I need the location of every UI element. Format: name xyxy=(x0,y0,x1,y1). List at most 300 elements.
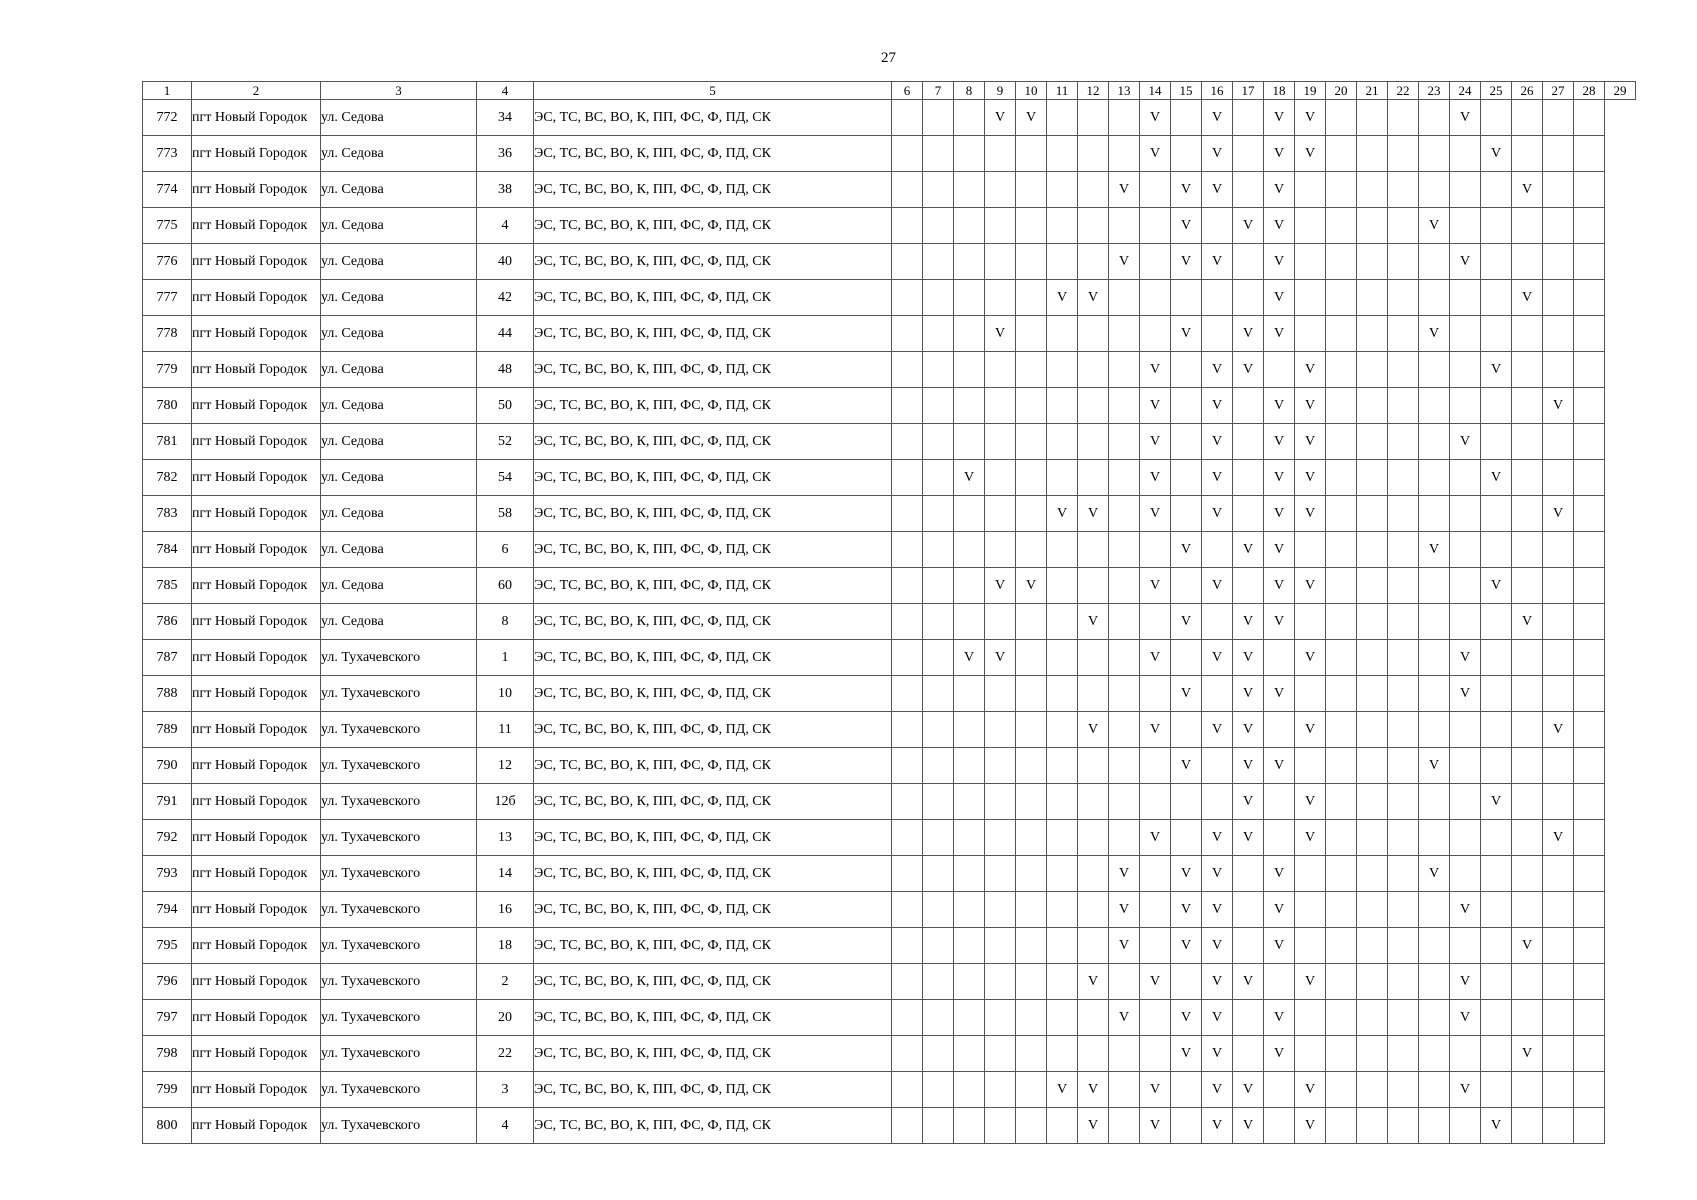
empty-mark-cell xyxy=(1233,388,1264,424)
housing-register-table xyxy=(142,81,1636,1144)
check-mark-cell: V xyxy=(1140,460,1171,496)
check-mark-cell: V xyxy=(1264,244,1295,280)
empty-mark-cell xyxy=(1388,280,1419,316)
check-mark-cell: V xyxy=(1140,136,1171,172)
row-number-cell: 791 xyxy=(143,784,192,820)
empty-mark-cell xyxy=(1543,892,1574,928)
empty-mark-cell xyxy=(1109,316,1140,352)
empty-mark-cell xyxy=(1078,352,1109,388)
empty-mark-cell xyxy=(1295,532,1326,568)
empty-mark-cell xyxy=(1512,1000,1543,1036)
check-mark-cell: V xyxy=(1140,712,1171,748)
settlement-cell: пгт Новый Городок xyxy=(192,892,321,928)
table-row xyxy=(143,496,1636,532)
check-mark-cell: V xyxy=(1295,964,1326,1000)
column-header-26: 26 xyxy=(1512,82,1543,100)
table-row xyxy=(143,100,1636,136)
empty-mark-cell xyxy=(1574,496,1605,532)
check-mark-cell: V xyxy=(1078,1108,1109,1144)
empty-mark-cell xyxy=(1574,532,1605,568)
house-number-cell: 13 xyxy=(477,820,534,856)
empty-mark-cell xyxy=(1109,784,1140,820)
empty-mark-cell xyxy=(1574,424,1605,460)
empty-mark-cell xyxy=(1047,100,1078,136)
empty-mark-cell xyxy=(985,172,1016,208)
empty-mark-cell xyxy=(1078,172,1109,208)
check-mark-cell: V xyxy=(1264,676,1295,712)
empty-mark-cell xyxy=(1140,244,1171,280)
empty-mark-cell xyxy=(1078,1036,1109,1072)
empty-mark-cell xyxy=(985,784,1016,820)
empty-mark-cell xyxy=(1140,1000,1171,1036)
services-cell: ЭС, ТС, ВС, ВО, К, ПП, ФС, Ф, ПД, СК xyxy=(534,784,892,820)
empty-mark-cell xyxy=(1388,532,1419,568)
empty-mark-cell xyxy=(1233,100,1264,136)
table-row xyxy=(143,604,1636,640)
empty-mark-cell xyxy=(1047,316,1078,352)
empty-mark-cell xyxy=(1202,604,1233,640)
row-number-cell: 772 xyxy=(143,100,192,136)
column-header-18: 18 xyxy=(1264,82,1295,100)
empty-mark-cell xyxy=(1419,280,1450,316)
row-number-cell: 774 xyxy=(143,172,192,208)
empty-mark-cell xyxy=(954,856,985,892)
empty-mark-cell xyxy=(1326,784,1357,820)
empty-mark-cell xyxy=(1574,1000,1605,1036)
empty-mark-cell xyxy=(892,856,923,892)
empty-mark-cell xyxy=(1202,784,1233,820)
empty-mark-cell xyxy=(954,244,985,280)
empty-mark-cell xyxy=(923,208,954,244)
check-mark-cell: V xyxy=(1202,928,1233,964)
check-mark-cell: V xyxy=(1450,100,1481,136)
empty-mark-cell xyxy=(1047,244,1078,280)
empty-mark-cell xyxy=(1016,892,1047,928)
empty-mark-cell xyxy=(1140,676,1171,712)
empty-mark-cell xyxy=(923,748,954,784)
empty-mark-cell xyxy=(1140,856,1171,892)
empty-mark-cell xyxy=(1512,820,1543,856)
street-cell: ул. Седова xyxy=(321,100,477,136)
street-cell: ул. Тухачевского xyxy=(321,1072,477,1108)
house-number-cell: 4 xyxy=(477,1108,534,1144)
column-header-11: 11 xyxy=(1047,82,1078,100)
empty-mark-cell xyxy=(954,676,985,712)
empty-mark-cell xyxy=(1233,496,1264,532)
house-number-cell: 18 xyxy=(477,928,534,964)
check-mark-cell: V xyxy=(1078,496,1109,532)
empty-mark-cell xyxy=(1016,928,1047,964)
house-number-cell: 34 xyxy=(477,100,534,136)
empty-mark-cell xyxy=(1357,712,1388,748)
street-cell: ул. Тухачевского xyxy=(321,748,477,784)
house-number-cell: 48 xyxy=(477,352,534,388)
empty-mark-cell xyxy=(1326,388,1357,424)
check-mark-cell: V xyxy=(1047,1072,1078,1108)
column-header-6: 6 xyxy=(892,82,923,100)
row-number-cell: 773 xyxy=(143,136,192,172)
empty-mark-cell xyxy=(1109,136,1140,172)
row-number-cell: 796 xyxy=(143,964,192,1000)
row-number-cell: 780 xyxy=(143,388,192,424)
empty-mark-cell xyxy=(1295,280,1326,316)
empty-mark-cell xyxy=(1295,1000,1326,1036)
empty-mark-cell xyxy=(1016,1108,1047,1144)
empty-mark-cell xyxy=(892,568,923,604)
empty-mark-cell xyxy=(1016,316,1047,352)
empty-mark-cell xyxy=(954,208,985,244)
empty-mark-cell xyxy=(1326,100,1357,136)
empty-mark-cell xyxy=(892,388,923,424)
house-number-cell: 44 xyxy=(477,316,534,352)
empty-mark-cell xyxy=(1574,712,1605,748)
empty-mark-cell xyxy=(1233,280,1264,316)
row-number-cell: 787 xyxy=(143,640,192,676)
check-mark-cell: V xyxy=(1233,820,1264,856)
empty-mark-cell xyxy=(892,1072,923,1108)
empty-mark-cell xyxy=(1512,100,1543,136)
column-header-12: 12 xyxy=(1078,82,1109,100)
check-mark-cell: V xyxy=(1264,928,1295,964)
row-number-cell: 799 xyxy=(143,1072,192,1108)
empty-mark-cell xyxy=(1109,424,1140,460)
empty-mark-cell xyxy=(1233,460,1264,496)
empty-mark-cell xyxy=(923,1036,954,1072)
empty-mark-cell xyxy=(1543,604,1574,640)
empty-mark-cell xyxy=(1171,460,1202,496)
empty-mark-cell xyxy=(1512,136,1543,172)
empty-mark-cell xyxy=(1047,676,1078,712)
empty-mark-cell xyxy=(1078,640,1109,676)
settlement-cell: пгт Новый Городок xyxy=(192,532,321,568)
row-number-cell: 797 xyxy=(143,1000,192,1036)
empty-mark-cell xyxy=(1357,856,1388,892)
services-cell: ЭС, ТС, ВС, ВО, К, ПП, ФС, Ф, ПД, СК xyxy=(534,1108,892,1144)
check-mark-cell: V xyxy=(1295,424,1326,460)
street-cell: ул. Тухачевского xyxy=(321,1000,477,1036)
settlement-cell: пгт Новый Городок xyxy=(192,1000,321,1036)
empty-mark-cell xyxy=(892,928,923,964)
empty-mark-cell xyxy=(1543,352,1574,388)
empty-mark-cell xyxy=(985,604,1016,640)
empty-mark-cell xyxy=(1543,1108,1574,1144)
empty-mark-cell xyxy=(954,316,985,352)
empty-mark-cell xyxy=(1326,1000,1357,1036)
house-number-cell: 6 xyxy=(477,532,534,568)
check-mark-cell: V xyxy=(1171,928,1202,964)
empty-mark-cell xyxy=(1202,316,1233,352)
empty-mark-cell xyxy=(985,820,1016,856)
empty-mark-cell xyxy=(1450,1108,1481,1144)
empty-mark-cell xyxy=(1295,676,1326,712)
check-mark-cell: V xyxy=(1202,1108,1233,1144)
street-cell: ул. Тухачевского xyxy=(321,928,477,964)
empty-mark-cell xyxy=(1171,100,1202,136)
empty-mark-cell xyxy=(1264,640,1295,676)
empty-mark-cell xyxy=(1047,748,1078,784)
empty-mark-cell xyxy=(1388,136,1419,172)
empty-mark-cell xyxy=(923,100,954,136)
empty-mark-cell xyxy=(1543,964,1574,1000)
check-mark-cell: V xyxy=(1233,316,1264,352)
empty-mark-cell xyxy=(1388,676,1419,712)
empty-mark-cell xyxy=(1388,424,1419,460)
check-mark-cell: V xyxy=(1078,1072,1109,1108)
services-cell: ЭС, ТС, ВС, ВО, К, ПП, ФС, Ф, ПД, СК xyxy=(534,568,892,604)
empty-mark-cell xyxy=(1388,460,1419,496)
empty-mark-cell xyxy=(1357,1036,1388,1072)
check-mark-cell: V xyxy=(1016,568,1047,604)
table-row xyxy=(143,316,1636,352)
check-mark-cell: V xyxy=(1202,424,1233,460)
check-mark-cell: V xyxy=(1171,1036,1202,1072)
empty-mark-cell xyxy=(1450,496,1481,532)
check-mark-cell: V xyxy=(1047,280,1078,316)
settlement-cell: пгт Новый Городок xyxy=(192,208,321,244)
check-mark-cell: V xyxy=(1295,496,1326,532)
empty-mark-cell xyxy=(1140,172,1171,208)
empty-mark-cell xyxy=(1047,460,1078,496)
empty-mark-cell xyxy=(1481,604,1512,640)
empty-mark-cell xyxy=(1574,928,1605,964)
empty-mark-cell xyxy=(1140,928,1171,964)
empty-mark-cell xyxy=(1233,424,1264,460)
check-mark-cell: V xyxy=(1109,856,1140,892)
check-mark-cell: V xyxy=(1171,316,1202,352)
check-mark-cell: V xyxy=(1512,1036,1543,1072)
empty-mark-cell xyxy=(1357,784,1388,820)
table-row xyxy=(143,1000,1636,1036)
empty-mark-cell xyxy=(1388,604,1419,640)
empty-mark-cell xyxy=(954,964,985,1000)
empty-mark-cell xyxy=(985,352,1016,388)
empty-mark-cell xyxy=(1512,244,1543,280)
empty-mark-cell xyxy=(1233,136,1264,172)
empty-mark-cell xyxy=(1140,208,1171,244)
services-cell: ЭС, ТС, ВС, ВО, К, ПП, ФС, Ф, ПД, СК xyxy=(534,388,892,424)
check-mark-cell: V xyxy=(1202,172,1233,208)
check-mark-cell: V xyxy=(1140,100,1171,136)
empty-mark-cell xyxy=(1543,748,1574,784)
empty-mark-cell xyxy=(1357,316,1388,352)
street-cell: ул. Седова xyxy=(321,136,477,172)
settlement-cell: пгт Новый Городок xyxy=(192,100,321,136)
empty-mark-cell xyxy=(954,352,985,388)
row-number-cell: 800 xyxy=(143,1108,192,1144)
empty-mark-cell xyxy=(1140,1036,1171,1072)
empty-mark-cell xyxy=(1047,1000,1078,1036)
column-header-5: 5 xyxy=(534,82,892,100)
empty-mark-cell xyxy=(985,424,1016,460)
empty-mark-cell xyxy=(1109,280,1140,316)
empty-mark-cell xyxy=(1047,532,1078,568)
column-header-8: 8 xyxy=(954,82,985,100)
check-mark-cell: V xyxy=(1295,568,1326,604)
empty-mark-cell xyxy=(1543,280,1574,316)
empty-mark-cell xyxy=(1450,820,1481,856)
empty-mark-cell xyxy=(1512,748,1543,784)
empty-mark-cell xyxy=(1574,568,1605,604)
empty-mark-cell xyxy=(1016,496,1047,532)
empty-mark-cell xyxy=(1543,856,1574,892)
empty-mark-cell xyxy=(954,1036,985,1072)
settlement-cell: пгт Новый Городок xyxy=(192,1036,321,1072)
empty-mark-cell xyxy=(1388,856,1419,892)
empty-mark-cell xyxy=(1357,1072,1388,1108)
check-mark-cell: V xyxy=(1419,856,1450,892)
check-mark-cell: V xyxy=(1202,352,1233,388)
column-header-23: 23 xyxy=(1419,82,1450,100)
settlement-cell: пгт Новый Городок xyxy=(192,352,321,388)
street-cell: ул. Седова xyxy=(321,352,477,388)
empty-mark-cell xyxy=(1047,568,1078,604)
settlement-cell: пгт Новый Городок xyxy=(192,640,321,676)
empty-mark-cell xyxy=(923,172,954,208)
empty-mark-cell xyxy=(954,136,985,172)
check-mark-cell: V xyxy=(1512,928,1543,964)
check-mark-cell: V xyxy=(1078,712,1109,748)
empty-mark-cell xyxy=(1109,820,1140,856)
check-mark-cell: V xyxy=(1481,460,1512,496)
empty-mark-cell xyxy=(1357,928,1388,964)
empty-mark-cell xyxy=(1171,280,1202,316)
check-mark-cell: V xyxy=(1512,604,1543,640)
check-mark-cell: V xyxy=(1295,136,1326,172)
empty-mark-cell xyxy=(1481,712,1512,748)
check-mark-cell: V xyxy=(1202,244,1233,280)
empty-mark-cell xyxy=(1357,748,1388,784)
empty-mark-cell xyxy=(1512,1072,1543,1108)
empty-mark-cell xyxy=(892,172,923,208)
check-mark-cell: V xyxy=(1295,640,1326,676)
empty-mark-cell xyxy=(1202,532,1233,568)
row-number-cell: 775 xyxy=(143,208,192,244)
empty-mark-cell xyxy=(1388,1072,1419,1108)
services-cell: ЭС, ТС, ВС, ВО, К, ПП, ФС, Ф, ПД, СК xyxy=(534,892,892,928)
empty-mark-cell xyxy=(1326,820,1357,856)
check-mark-cell: V xyxy=(1140,496,1171,532)
check-mark-cell: V xyxy=(1419,208,1450,244)
empty-mark-cell xyxy=(923,352,954,388)
check-mark-cell: V xyxy=(1264,856,1295,892)
empty-mark-cell xyxy=(1543,532,1574,568)
empty-mark-cell xyxy=(985,460,1016,496)
empty-mark-cell xyxy=(1419,928,1450,964)
column-header-16: 16 xyxy=(1202,82,1233,100)
empty-mark-cell xyxy=(985,748,1016,784)
empty-mark-cell xyxy=(1264,712,1295,748)
empty-mark-cell xyxy=(1233,244,1264,280)
check-mark-cell: V xyxy=(1264,496,1295,532)
empty-mark-cell xyxy=(892,712,923,748)
empty-mark-cell xyxy=(1450,352,1481,388)
empty-mark-cell xyxy=(1326,352,1357,388)
empty-mark-cell xyxy=(892,496,923,532)
empty-mark-cell xyxy=(892,964,923,1000)
empty-mark-cell xyxy=(985,964,1016,1000)
empty-mark-cell xyxy=(1016,280,1047,316)
empty-mark-cell xyxy=(1047,784,1078,820)
empty-mark-cell xyxy=(1543,100,1574,136)
empty-mark-cell xyxy=(1450,928,1481,964)
settlement-cell: пгт Новый Городок xyxy=(192,280,321,316)
check-mark-cell: V xyxy=(1078,604,1109,640)
empty-mark-cell xyxy=(1109,1072,1140,1108)
row-number-cell: 778 xyxy=(143,316,192,352)
table-row xyxy=(143,424,1636,460)
empty-mark-cell xyxy=(1047,1108,1078,1144)
settlement-cell: пгт Новый Городок xyxy=(192,388,321,424)
table-row xyxy=(143,460,1636,496)
empty-mark-cell xyxy=(1419,784,1450,820)
empty-mark-cell xyxy=(1078,100,1109,136)
empty-mark-cell xyxy=(1388,928,1419,964)
empty-mark-cell xyxy=(892,1036,923,1072)
settlement-cell: пгт Новый Городок xyxy=(192,1108,321,1144)
empty-mark-cell xyxy=(1419,712,1450,748)
street-cell: ул. Тухачевского xyxy=(321,820,477,856)
empty-mark-cell xyxy=(1109,640,1140,676)
check-mark-cell: V xyxy=(954,640,985,676)
empty-mark-cell xyxy=(1171,388,1202,424)
empty-mark-cell xyxy=(1326,928,1357,964)
empty-mark-cell xyxy=(1078,928,1109,964)
row-number-cell: 794 xyxy=(143,892,192,928)
check-mark-cell: V xyxy=(1512,172,1543,208)
empty-mark-cell xyxy=(954,928,985,964)
check-mark-cell: V xyxy=(1171,604,1202,640)
empty-mark-cell xyxy=(1512,892,1543,928)
check-mark-cell: V xyxy=(1450,1000,1481,1036)
empty-mark-cell xyxy=(1450,388,1481,424)
empty-mark-cell xyxy=(1016,352,1047,388)
empty-mark-cell xyxy=(1202,748,1233,784)
check-mark-cell: V xyxy=(1543,820,1574,856)
empty-mark-cell xyxy=(1512,460,1543,496)
settlement-cell: пгт Новый Городок xyxy=(192,784,321,820)
empty-mark-cell xyxy=(923,712,954,748)
check-mark-cell: V xyxy=(1481,784,1512,820)
empty-mark-cell xyxy=(1016,424,1047,460)
table-row xyxy=(143,640,1636,676)
empty-mark-cell xyxy=(1295,316,1326,352)
empty-mark-cell xyxy=(1357,568,1388,604)
empty-mark-cell xyxy=(1419,424,1450,460)
empty-mark-cell xyxy=(923,676,954,712)
empty-mark-cell xyxy=(1171,1108,1202,1144)
empty-mark-cell xyxy=(1574,388,1605,424)
services-cell: ЭС, ТС, ВС, ВО, К, ПП, ФС, Ф, ПД, СК xyxy=(534,928,892,964)
empty-mark-cell xyxy=(1574,784,1605,820)
empty-mark-cell xyxy=(985,1000,1016,1036)
empty-mark-cell xyxy=(985,244,1016,280)
empty-mark-cell xyxy=(1078,136,1109,172)
check-mark-cell: V xyxy=(1419,748,1450,784)
empty-mark-cell xyxy=(1047,424,1078,460)
empty-mark-cell xyxy=(1233,1036,1264,1072)
empty-mark-cell xyxy=(923,640,954,676)
empty-mark-cell xyxy=(1016,964,1047,1000)
check-mark-cell: V xyxy=(1264,532,1295,568)
settlement-cell: пгт Новый Городок xyxy=(192,568,321,604)
check-mark-cell: V xyxy=(1233,676,1264,712)
empty-mark-cell xyxy=(1512,784,1543,820)
empty-mark-cell xyxy=(1357,496,1388,532)
empty-mark-cell xyxy=(1078,856,1109,892)
check-mark-cell: V xyxy=(1233,640,1264,676)
check-mark-cell: V xyxy=(1202,496,1233,532)
check-mark-cell: V xyxy=(1450,964,1481,1000)
